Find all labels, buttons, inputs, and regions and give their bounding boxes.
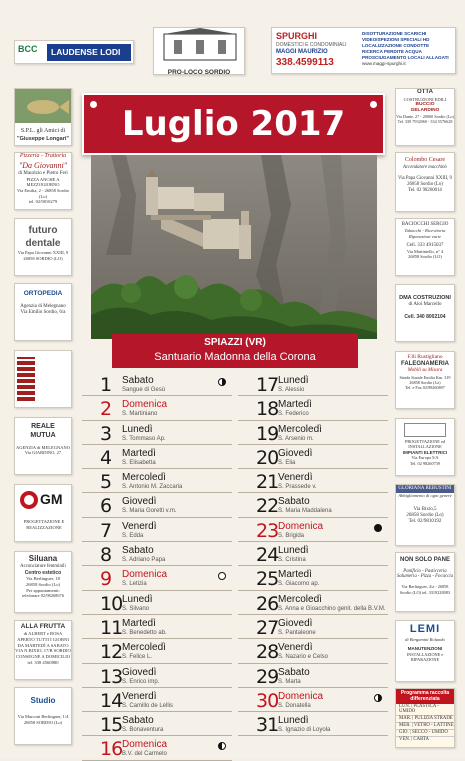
day-name: Mercoledì bbox=[278, 423, 322, 435]
spurghi-service: PROSCIUGAMENTO LOCALI ALLAGATI bbox=[362, 55, 449, 60]
pizzeria-line4: PIZZA ANCHE A MEZZOGIORNO bbox=[26, 176, 60, 188]
month-title: Luglio 2017 bbox=[121, 104, 346, 144]
day-name: Lunedì bbox=[278, 715, 309, 727]
day-row bbox=[238, 445, 388, 469]
riscaldamento-line2: IMPIANTI ELETTRICI bbox=[402, 449, 448, 455]
ad-siluana bbox=[14, 551, 72, 613]
colombo-line3: Via Papa Giovanni XXIII, 9 bbox=[398, 176, 452, 182]
ad-impianti-elettrici bbox=[395, 418, 455, 476]
day-row bbox=[82, 712, 232, 736]
day-name: Domenica bbox=[122, 569, 168, 581]
otta-line1: OTTA bbox=[417, 89, 433, 95]
rustigliano-line3: Mobili su Misura bbox=[407, 368, 443, 374]
proloco-building-icon bbox=[154, 28, 245, 64]
day-row bbox=[238, 469, 388, 493]
riscaldamento-line4: Tel. 02 98260739 bbox=[409, 460, 441, 466]
day-number: 16 bbox=[100, 738, 123, 761]
day-row bbox=[82, 396, 232, 420]
day-name: Venerdì bbox=[278, 472, 313, 484]
saint-name: S. Letizia bbox=[122, 581, 147, 588]
nonsolopane-line5: Sordio (LO) tel. 3319228083 bbox=[399, 589, 451, 595]
otta-line6: Tel. 339 7932060 - 334 5576628 bbox=[397, 119, 453, 125]
saint-name: S. Pantaleone bbox=[278, 629, 316, 636]
day-name: Mercoledì bbox=[122, 642, 166, 654]
reale-line3: AGENZIA di MELEGNANO bbox=[16, 444, 70, 450]
pizzeria-line3: di Maurizio e Pietro Feri bbox=[18, 170, 68, 176]
day-row bbox=[82, 664, 232, 688]
saint-name: S. Antonio M. Zaccaria bbox=[122, 484, 183, 491]
saint-name: S. Nazario e Celso bbox=[278, 654, 329, 661]
nonsolopane-line2: Panificio - Pasticceria bbox=[403, 568, 447, 574]
day-name: Venerdì bbox=[278, 642, 313, 654]
calendar-column-right bbox=[238, 372, 388, 736]
day-row bbox=[238, 591, 388, 615]
day-name: Lunedì bbox=[122, 423, 153, 435]
ad-gloriana-rebustini bbox=[395, 484, 455, 546]
spurghi-web: www.maggi-spurghi.it bbox=[362, 61, 406, 66]
spurghi-service: VIDEOISPEZIONI SPECIALI HD bbox=[362, 37, 430, 42]
day-number: 18 bbox=[256, 398, 279, 421]
day-number: 11 bbox=[100, 616, 123, 639]
ad-alla-frutta bbox=[14, 620, 72, 680]
gloriana-line3: Via Bixio,5 bbox=[413, 506, 437, 512]
day-row bbox=[82, 421, 232, 445]
day-name: Lunedì bbox=[122, 593, 153, 605]
day-row bbox=[238, 664, 388, 688]
day-number: 26 bbox=[256, 592, 279, 615]
day-name: Venerdì bbox=[122, 690, 157, 702]
ogm-line1: GM bbox=[40, 491, 63, 507]
rustigliano-line4: Strada Statale Emilia Km. 319 bbox=[399, 374, 451, 380]
gloriana-line1: GLORIANA REBUSTINI bbox=[396, 485, 454, 493]
dma-line1: DMA COSTRUZIONI bbox=[399, 295, 451, 301]
gstudio-line1: Studio bbox=[30, 696, 56, 705]
saint-name: S. Adriano Papa bbox=[122, 557, 166, 564]
saint-name: S. Alessio bbox=[278, 387, 305, 393]
ad-otta-costruzioni bbox=[395, 88, 455, 146]
day-number: 10 bbox=[100, 592, 123, 615]
bacciocchi-line6: 26858 Sordio (LO) bbox=[408, 254, 442, 260]
moon-phase-icon bbox=[374, 524, 382, 532]
day-row bbox=[238, 421, 388, 445]
ortho-line1: ORTOPEDIA bbox=[23, 290, 63, 297]
calendar-column-left bbox=[82, 372, 232, 761]
month-banner bbox=[82, 93, 385, 155]
saint-name: S. Donatella bbox=[278, 702, 311, 709]
day-number: 20 bbox=[256, 446, 279, 469]
futuro-line3: Via Papa Giovanni XXIII, 9 bbox=[17, 250, 69, 255]
day-row bbox=[238, 372, 388, 396]
day-name: Sabato bbox=[122, 545, 154, 557]
ad-ortopedia bbox=[14, 283, 72, 341]
day-row bbox=[82, 639, 232, 663]
spl-line1: S.P.L. gli Amici di bbox=[20, 128, 66, 134]
pizzeria-line2: "Da Giovanni" bbox=[18, 160, 68, 170]
day-row bbox=[238, 639, 388, 663]
spurghi-phone: 338.4599113 bbox=[276, 57, 334, 68]
saint-name: S. Anna e Gioacchino genit. della B.V.M. bbox=[278, 605, 386, 612]
saint-name: S. Tommaso Ap. bbox=[122, 435, 166, 442]
ad-bcc-laudense bbox=[14, 40, 134, 64]
day-name: Martedì bbox=[122, 447, 156, 459]
nonsolopane-line1: NON SOLO PANE bbox=[400, 557, 450, 563]
frutta-line4: DA MARTEDÌ A SABATO bbox=[17, 642, 69, 648]
day-number: 19 bbox=[256, 422, 279, 445]
saint-name: S. Enrico imp. bbox=[122, 678, 160, 685]
ogm-line2: PROGETTAZIONE E REALIZZAZIONE bbox=[23, 519, 65, 530]
raccolta-row: VEN. | CARTA bbox=[399, 737, 430, 743]
siluana-line6: Per appuntamenti: bbox=[26, 587, 60, 593]
lemi-line3: MANUTENZIONI bbox=[407, 646, 443, 652]
day-name: Domenica bbox=[122, 399, 168, 411]
rustigliano-line6: Tel. e Fax 02/98260697 bbox=[405, 385, 445, 391]
day-row bbox=[82, 591, 232, 615]
day-name: Mercoledì bbox=[122, 472, 166, 484]
frutta-line3: APERTO TUTTI I GIORNI bbox=[17, 636, 69, 642]
day-row bbox=[82, 615, 232, 639]
raccolta-row: GIO. | SECCO - UMIDO bbox=[396, 730, 454, 737]
day-number: 23 bbox=[256, 519, 279, 542]
spurghi-service: RICERCA PERDITE ACQUA bbox=[362, 49, 422, 54]
day-number: 5 bbox=[100, 471, 112, 494]
futuro-line4: 26858 SORDIO (LO) bbox=[23, 255, 63, 261]
ad-raccolta-differenziata bbox=[395, 688, 455, 748]
calendar-grid bbox=[82, 372, 388, 761]
futuro-line2: dentale bbox=[25, 237, 61, 249]
day-name: Giovedì bbox=[278, 617, 313, 629]
bacciocchi-line4: Cell. 333 4915037 bbox=[406, 242, 444, 248]
photo-caption bbox=[112, 334, 358, 368]
day-name: Mercoledì bbox=[278, 593, 322, 605]
saint-name: S. Prassede v. bbox=[278, 484, 317, 491]
day-number: 27 bbox=[256, 616, 279, 639]
day-row bbox=[238, 712, 388, 736]
day-row bbox=[82, 445, 232, 469]
ad-pizzeria-da-giovanni bbox=[14, 152, 72, 210]
ad-falegnameria-rustigliano bbox=[395, 351, 455, 409]
ad-futuro-dentale bbox=[14, 218, 72, 276]
saint-name: S. Brigida bbox=[278, 532, 305, 539]
gstudio-line2: Via Marconi Berlinguer, 1/4 bbox=[17, 714, 69, 719]
siluana-line2: Acconciature femminili bbox=[20, 564, 66, 569]
riscaldamento-line1: PROGETTAZIONE ed INSTALLAZIONE bbox=[404, 439, 446, 450]
spurghi-service: LOCALIZZAZIONE CONDOTTE bbox=[362, 43, 430, 48]
day-number: 25 bbox=[256, 568, 279, 591]
pizzeria-line6: tel. 02/9810279 bbox=[28, 199, 58, 205]
ad-ogm bbox=[14, 484, 72, 542]
day-row bbox=[82, 372, 232, 396]
frutta-line6: CONSEGNE A DOMICILIO bbox=[15, 654, 71, 660]
siluana-line3: Centro estetico bbox=[24, 569, 62, 576]
caption-place: SPIAZZI (VR) bbox=[204, 337, 266, 348]
ad-g-studio bbox=[14, 687, 72, 745]
nonsolopane-line3: Salumeria - Pizza - Focaccia bbox=[397, 574, 453, 580]
pizzeria-line1: Pizzeria - Trattoria bbox=[19, 153, 67, 159]
otta-line4: GELARDINO bbox=[410, 108, 440, 114]
bcc-logo: BCC bbox=[18, 44, 38, 54]
bacciocchi-line3: Riparazioni varie bbox=[408, 233, 442, 239]
day-number: 7 bbox=[100, 519, 112, 542]
day-number: 24 bbox=[256, 544, 279, 567]
saint-name: S. Maria Goretti v.m. bbox=[122, 508, 177, 515]
day-name: Giovedì bbox=[122, 666, 157, 678]
ad-non-solo-pane bbox=[395, 552, 455, 612]
otta-line5: Via Dante, 27 - 20060 Sordio (Lo) bbox=[396, 114, 454, 120]
colombo-line2: Accendatore macchinò bbox=[403, 164, 447, 170]
sanctuary-photo bbox=[91, 155, 377, 339]
day-number: 31 bbox=[256, 714, 279, 737]
day-name: Giovedì bbox=[278, 447, 313, 459]
rustigliano-line2: FALEGNAMERIA bbox=[401, 360, 449, 367]
spurghi-services bbox=[362, 31, 449, 67]
day-number: 1 bbox=[100, 374, 112, 396]
frutta-line1: ALLA FRUTTA bbox=[20, 623, 66, 630]
day-row bbox=[82, 688, 232, 712]
day-number: 2 bbox=[100, 398, 112, 421]
raccolta-row: LUN. | PLASTICA - UMIDO bbox=[396, 704, 454, 717]
day-name: Giovedì bbox=[122, 496, 157, 508]
lemi-line4: INSTALLAZIONE e RIPARAZIONE bbox=[406, 652, 444, 663]
bacciocchi-line5: Via Martiniello, n° 4 bbox=[406, 248, 444, 254]
day-name: Martedì bbox=[122, 617, 156, 629]
lemi-line2: di Bergamini Rolando bbox=[405, 636, 445, 642]
ortho-line3: Via Emilio Sordio, 6/a bbox=[20, 310, 66, 316]
otta-line3: BUCCIO bbox=[415, 102, 435, 108]
dma-line3: Cell. 340 8002104 bbox=[404, 314, 446, 321]
ad-spurghi-maggi bbox=[271, 27, 456, 74]
frutta-line7: tel. 338 4560880 bbox=[27, 659, 59, 665]
ad-cmb-carpenteria bbox=[14, 350, 72, 408]
moon-phase-icon bbox=[218, 572, 226, 580]
saint-name: S. Arsenio m. bbox=[278, 435, 314, 442]
day-row bbox=[238, 518, 388, 542]
spl-line2: "Giuseppe Longari" bbox=[17, 135, 69, 142]
saint-name: S. Bonaventura bbox=[122, 727, 164, 734]
saint-name: S. Edda bbox=[122, 532, 144, 539]
saint-name: S. Silvano bbox=[122, 605, 150, 612]
frutta-line5: VIA N.BIXIO, 17/B SORDIO bbox=[15, 648, 71, 654]
day-row bbox=[238, 493, 388, 517]
ortho-line2: Agenzia di Melegnano bbox=[20, 304, 66, 310]
saint-name: S. Camillo de Lellis bbox=[122, 702, 174, 709]
day-row bbox=[82, 736, 232, 760]
moon-phase-icon bbox=[218, 742, 226, 750]
bcc-name: LAUDENSE LODI bbox=[47, 44, 131, 61]
day-row bbox=[82, 493, 232, 517]
bacciocchi-line1: BACIOCCHI SERGIO bbox=[401, 222, 449, 227]
reale-line1: REALE bbox=[31, 423, 55, 430]
spurghi-sub: DOMESTICI E CONDOMINIALI bbox=[276, 42, 347, 48]
day-name: Sabato bbox=[122, 715, 154, 727]
saint-name: S. Elia bbox=[278, 459, 296, 466]
day-row bbox=[82, 566, 232, 590]
day-number: 28 bbox=[256, 641, 279, 664]
day-row bbox=[238, 688, 388, 712]
colombo-line1: Colombo Cesare bbox=[404, 157, 446, 163]
dma-line2: di Aloi Marcello bbox=[408, 301, 442, 307]
day-name: Lunedì bbox=[278, 375, 309, 386]
day-row bbox=[238, 396, 388, 420]
reale-line2: MUTUA bbox=[30, 431, 56, 439]
nail-icon bbox=[370, 101, 377, 108]
day-number: 21 bbox=[256, 471, 279, 494]
reale-line4: Via GIARDINO, 27 bbox=[24, 450, 62, 456]
day-row bbox=[82, 469, 232, 493]
bacciocchi-line2: Tabacchi - Ricevitoria bbox=[404, 228, 446, 234]
day-number: 14 bbox=[100, 689, 123, 712]
day-number: 17 bbox=[256, 374, 279, 396]
raccolta-row: MAR. | PULIZIA STRADE bbox=[396, 716, 454, 723]
saint-name: S. Elisabetta bbox=[122, 459, 156, 466]
day-number: 13 bbox=[100, 665, 123, 688]
saint-name: S. Benedetto ab. bbox=[122, 629, 167, 636]
day-number: 15 bbox=[100, 714, 123, 737]
otta-line2: COSTRUZIONI EDILI bbox=[403, 96, 447, 102]
ad-reale-mutua bbox=[14, 417, 72, 475]
day-number: 8 bbox=[100, 544, 112, 567]
gstudio-line3: 26858 SORDIO (Lo) bbox=[23, 719, 63, 725]
siluana-line7: telefonare 02/98268676 bbox=[22, 593, 64, 599]
day-number: 22 bbox=[256, 495, 279, 518]
pizzeria-line5: Via Emilia, 2 - 26858 Sordio (Lo) bbox=[17, 188, 69, 199]
rustigliano-line1: F.lli Rustigliano bbox=[407, 354, 443, 360]
day-number: 3 bbox=[100, 422, 112, 445]
proloco-name: PRO-LOCO SORDIO bbox=[167, 69, 231, 75]
saint-name: S. Ignazio di Loyola bbox=[278, 727, 331, 734]
siluana-line5: 26858 Sordio (Lo) bbox=[25, 581, 61, 587]
cmb-logo-icon bbox=[17, 357, 35, 401]
ad-dma-costruzioni bbox=[395, 284, 455, 342]
colombo-line4: 26858 Sordio (Lo) bbox=[407, 182, 443, 188]
nail-icon bbox=[90, 101, 97, 108]
day-number: 12 bbox=[100, 641, 123, 664]
day-name: Martedì bbox=[278, 569, 312, 581]
caption-subject: Santuario Madonna della Corona bbox=[154, 351, 316, 363]
gloriana-line4: 26858 Sordio (Lo) bbox=[406, 513, 444, 519]
saint-name: S. Maria Maddalena bbox=[278, 508, 332, 515]
ad-proloco-sordio bbox=[153, 27, 245, 75]
rustigliano-line5: 26858 Sordio (Lo) bbox=[409, 379, 441, 385]
ad-lemi bbox=[395, 620, 455, 682]
day-number: 4 bbox=[100, 446, 112, 469]
moon-phase-icon bbox=[218, 378, 226, 386]
colombo-line5: Tel. 02 98260014 bbox=[408, 188, 442, 194]
day-row bbox=[82, 542, 232, 566]
saint-name: S. Felice L. bbox=[122, 654, 153, 661]
saint-name: S. Giacomo ap. bbox=[278, 581, 320, 588]
ad-spl-longari bbox=[14, 88, 72, 146]
gloriana-line5: Tel. 02/9810192 bbox=[408, 519, 442, 525]
raccolta-title: Programma raccolta differenziata bbox=[396, 689, 454, 704]
day-row bbox=[238, 615, 388, 639]
lemi-line1: LEMI bbox=[409, 623, 441, 635]
day-number: 29 bbox=[256, 665, 279, 688]
saint-name: S. Martiniano bbox=[122, 411, 158, 418]
day-number: 6 bbox=[100, 495, 112, 518]
day-name: Domenica bbox=[122, 739, 168, 751]
saint-name: S. Cristina bbox=[278, 557, 306, 564]
day-number: 9 bbox=[100, 568, 112, 591]
day-name: Domenica bbox=[278, 690, 324, 702]
day-name: Venerdì bbox=[122, 520, 157, 532]
day-name: Sabato bbox=[278, 666, 310, 678]
gloriana-line2: Abbigliamento di ogni genere bbox=[398, 493, 452, 499]
day-row bbox=[238, 542, 388, 566]
ad-colombo-cesare bbox=[395, 152, 455, 212]
day-name: Martedì bbox=[278, 399, 312, 411]
ad-bacciocchi-sergio bbox=[395, 218, 455, 276]
saint-name: S. Federico bbox=[278, 411, 309, 418]
spurghi-owner: MAGGI MAURIZIO bbox=[276, 49, 328, 55]
day-name: Sabato bbox=[278, 496, 310, 508]
day-name: Sabato bbox=[122, 375, 154, 386]
siluana-line1: Siluana bbox=[28, 554, 58, 563]
day-name: Domenica bbox=[278, 520, 324, 532]
impianti-logo-icon bbox=[404, 423, 446, 437]
fish-icon bbox=[15, 89, 72, 123]
spurghi-service: DISOTTURAZIONE SCARICHI bbox=[362, 31, 427, 36]
frutta-line2: di ALBERT e ROSA bbox=[23, 631, 63, 637]
riscaldamento-line3: Via Europa 5/A bbox=[411, 455, 439, 461]
siluana-line4: Via Berlinguer, 18 bbox=[26, 576, 60, 582]
futuro-line1: futuro bbox=[28, 225, 58, 236]
nonsolopane-line4: Via Berlinguer, 4/a - 26858 bbox=[401, 584, 449, 590]
spurghi-title: SPURGHI bbox=[276, 31, 318, 41]
raccolta-row: MER. | VETRO - LATTINE bbox=[396, 723, 454, 730]
ogm-logo-icon bbox=[20, 491, 38, 509]
saint-name: Sangue di Gesù bbox=[122, 387, 166, 393]
day-row bbox=[82, 518, 232, 542]
day-name: Lunedì bbox=[278, 545, 309, 557]
moon-phase-icon bbox=[374, 694, 382, 702]
day-number: 30 bbox=[256, 689, 279, 712]
day-row bbox=[238, 566, 388, 590]
saint-name: S. Marta bbox=[278, 678, 301, 685]
saint-name: B.V. del Carmelo bbox=[122, 751, 167, 758]
